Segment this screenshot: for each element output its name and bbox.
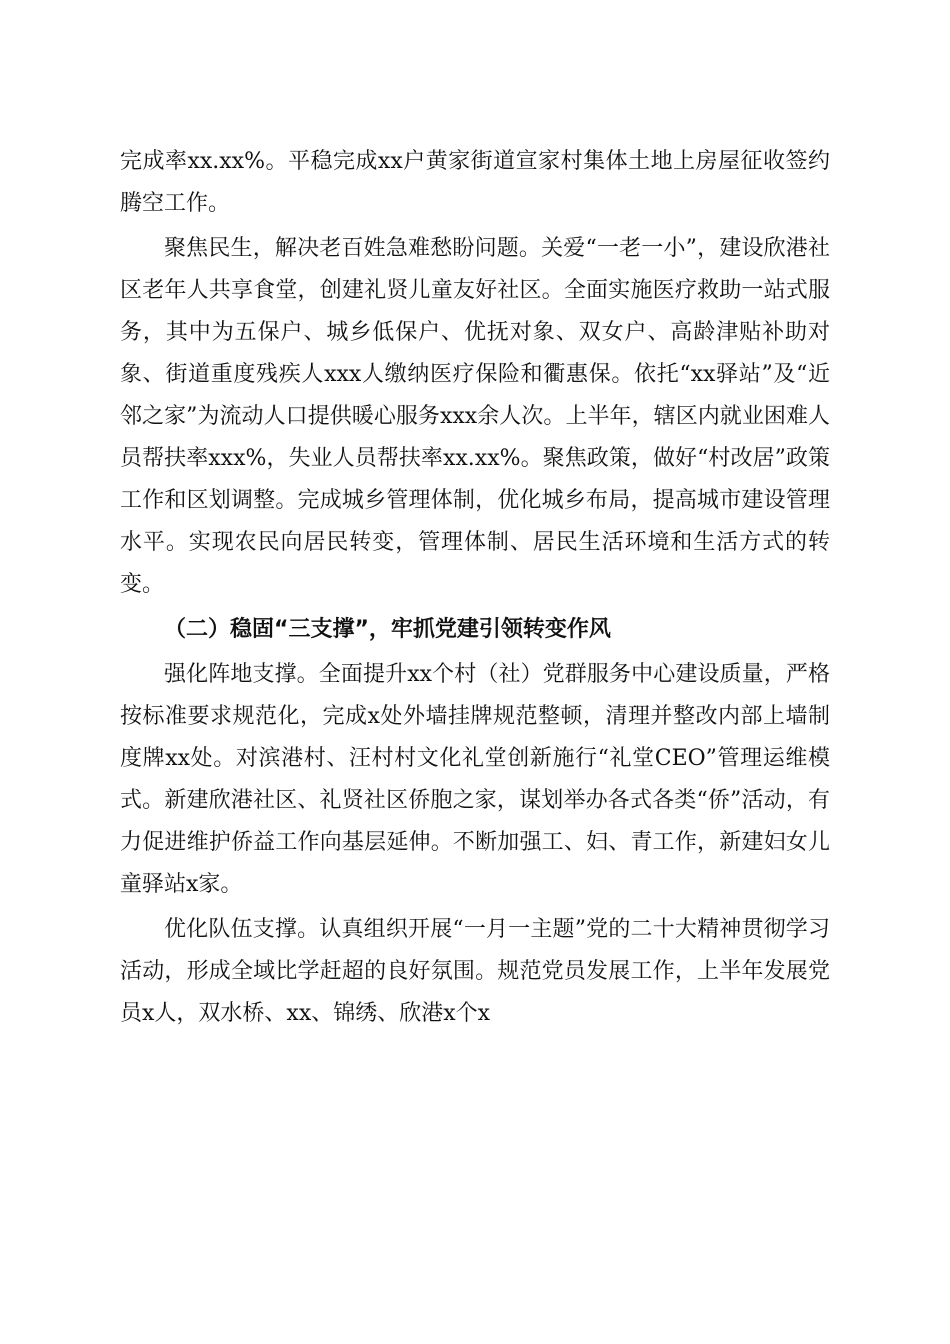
paragraph-livelihood: 聚焦民生，解决老百姓急难愁盼问题。关爱“一老一小”，建设欣港社区老年人共享食堂，创建礼贤儿童友好社区。全面实施医疗救助一站式服务，其中为五保户、城乡低保户、优抚对象、双女户、高龄津贴补助对象、街道重度残疾人xxx人缴纳医疗保险和衢惠保。依托“xx驿站”及“近邻之家”为流动人口提供暖心服务xxx余人次。上半年，辖区内就业困难人员帮扶率xxx%，失业人员帮扶率xx.xx%。聚焦政策，做好“村改居”政策工作和区划调整。完成城乡管理体制，优化城乡布局，提高城市建设管理水平。实现农民向居民转变，管理体制、居民生活环境和生活方式的转变。	[120, 236, 830, 597]
paragraph-team-support: 优化队伍支撑。认真组织开展“一月一主题”党的二十大精神贯彻学习活动，形成全域比学赶超的良好氛围。规范党员发展工作，上半年发展党员x人，双水桥、xx、锦绣、欣港x个x	[120, 917, 830, 1026]
document-body	[120, 141, 830, 1038]
section-heading: （二）稳固“三支撑”，牢抓党建引领转变作风	[164, 617, 611, 642]
paragraph-position-support: 强化阵地支撑。全面提升xx个村（社）党群服务中心建设质量，严格按标准要求规范化，完成x处外墙挂牌规范整顿，清理并整改内部上墙制度牌xx处。对滨港村、汪村村文化礼堂创新施行“礼堂CEO”管理运维模式。新建欣港社区、礼贤社区侨胞之家，谋划举办各式各类“侨”活动，有力促进维护侨益工作向基层延伸。不断加强工、妇、青工作，新建妇女儿童驿站x家。	[120, 662, 830, 897]
paragraph-continuation: 完成率xx.xx%。平稳完成xx户黄家街道宣家村集体土地上房屋征收签约腾空工作。	[120, 149, 830, 216]
